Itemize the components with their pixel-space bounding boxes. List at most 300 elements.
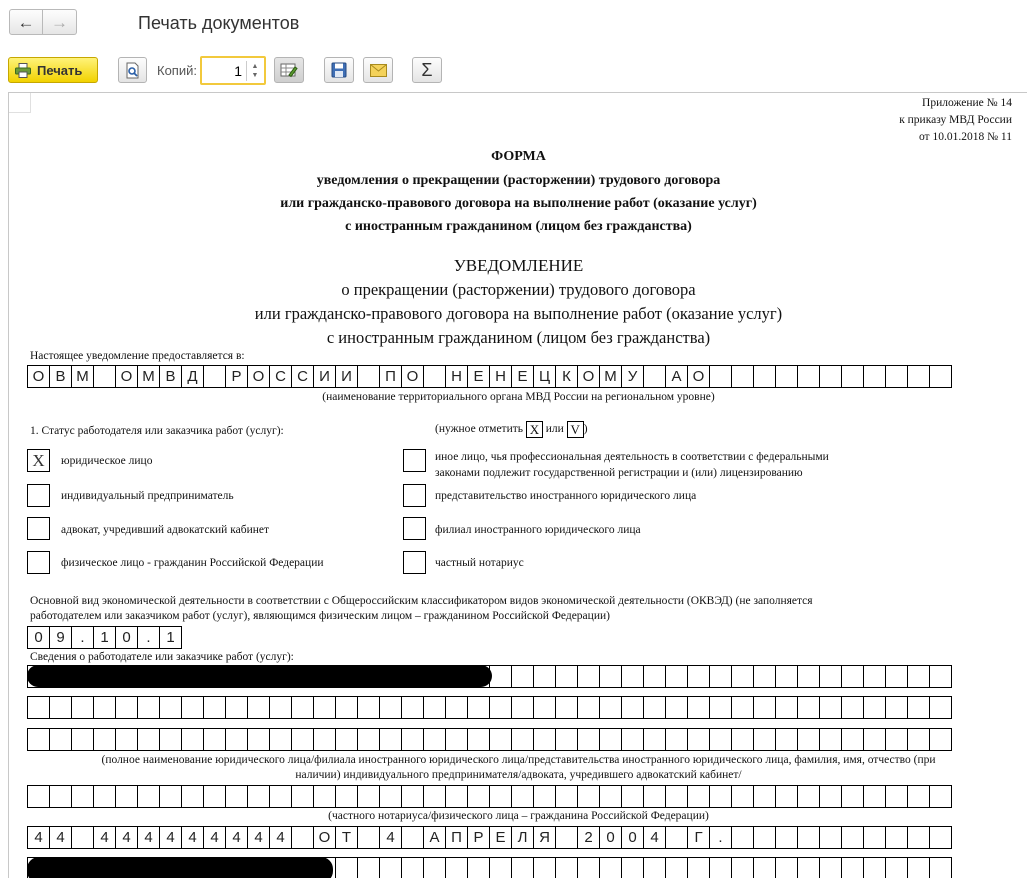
form-cell — [292, 729, 314, 751]
form-cell — [402, 827, 424, 849]
form-cell — [754, 786, 776, 808]
form-cell — [94, 697, 116, 719]
form-title-4: с иностранным гражданином (лицом без гражданства) — [345, 219, 692, 234]
form-cell — [908, 697, 930, 719]
form-cell — [468, 858, 490, 878]
form-cell — [72, 697, 94, 719]
form-cell — [600, 786, 622, 808]
form-cell: С — [292, 366, 314, 388]
status-checkbox-representative-office[interactable] — [403, 484, 426, 507]
form-cell — [666, 666, 688, 688]
form-cell — [776, 858, 798, 878]
form-cell — [490, 666, 512, 688]
form-cell — [864, 366, 886, 388]
form-cell: А — [666, 366, 688, 388]
status-label-representative-office: представительство иностранного юридического лица — [435, 490, 697, 502]
form-cell — [776, 366, 798, 388]
form-cell: . — [138, 627, 160, 649]
form-cell — [424, 366, 446, 388]
form-cell — [534, 697, 556, 719]
form-cell — [28, 786, 50, 808]
form-cell — [28, 697, 50, 719]
envelope-icon — [370, 64, 387, 77]
form-cell — [402, 729, 424, 751]
status-label-other-licensed-2: законами подлежит государственной регистрации и (или) лицензированию — [435, 467, 803, 479]
form-cell — [314, 786, 336, 808]
status-checkbox-branch[interactable] — [403, 517, 426, 540]
form-cell — [226, 729, 248, 751]
form-cell — [732, 729, 754, 751]
form-cell: . — [72, 627, 94, 649]
form-cell — [248, 786, 270, 808]
form-cell: 2 — [578, 827, 600, 849]
status-label: 1. Статус работодателя или заказчика работ (услуг): — [30, 425, 284, 437]
form-cell — [556, 786, 578, 808]
arrow-left-icon: ← — [17, 12, 35, 32]
form-cell — [600, 666, 622, 688]
annex-line-2: к приказу МВД России — [899, 114, 1012, 126]
form-cell: 4 — [50, 827, 72, 849]
status-checkbox-notary[interactable] — [403, 551, 426, 574]
form-cell — [314, 729, 336, 751]
form-cell: 4 — [94, 827, 116, 849]
copies-field — [200, 56, 266, 85]
form-cell — [72, 729, 94, 751]
form-cell: П — [446, 827, 468, 849]
form-cell — [358, 697, 380, 719]
form-cell: . — [710, 827, 732, 849]
form-cell — [864, 666, 886, 688]
preview-button[interactable] — [118, 57, 147, 83]
status-checkbox-other-licensed[interactable] — [403, 449, 426, 472]
form-title-1: ФОРМА — [491, 149, 546, 164]
form-cell — [28, 729, 50, 751]
arrow-right-icon: → — [51, 12, 68, 32]
form-cell: С — [270, 366, 292, 388]
form-cell — [864, 786, 886, 808]
employer-caption-1: (полное наименование юридического лица/филиала иностранного юридического лица/представительства иностранного юридического лица, фамилия, имя, отчество (при — [101, 754, 936, 766]
form-cell — [336, 697, 358, 719]
form-cell — [622, 697, 644, 719]
okved-cells — [27, 626, 182, 649]
form-cell — [930, 786, 952, 808]
status-label-notary: частный нотариус — [435, 557, 524, 569]
form-cell — [644, 666, 666, 688]
form-cell: 4 — [204, 827, 226, 849]
form-cell — [578, 666, 600, 688]
sum-button[interactable] — [412, 57, 442, 83]
form-cell — [622, 729, 644, 751]
employer-caption-2: наличии) индивидуального предпринимателя/адвоката, учредившего адвокатский кабинет/ — [295, 769, 742, 781]
form-cell — [138, 786, 160, 808]
status-label-legal-entity: юридическое лицо — [61, 455, 153, 467]
status-checkbox-entrepreneur[interactable] — [27, 484, 50, 507]
form-cell — [798, 729, 820, 751]
print-button-label: Печать — [37, 62, 83, 78]
send-email-button[interactable] — [363, 57, 393, 83]
form-cell: 4 — [182, 827, 204, 849]
form-cell: О — [402, 366, 424, 388]
notice-title-4: с иностранным гражданином (лицом без гражданства) — [326, 328, 711, 347]
form-cell — [622, 666, 644, 688]
form-cell — [160, 729, 182, 751]
form-cell — [754, 827, 776, 849]
form-cell — [908, 827, 930, 849]
form-cell: Т — [336, 827, 358, 849]
registration-cells — [27, 826, 952, 849]
form-cell — [160, 786, 182, 808]
form-cell — [182, 729, 204, 751]
form-cell — [930, 858, 952, 878]
form-cell — [556, 697, 578, 719]
form-cell: О — [248, 366, 270, 388]
form-cell — [292, 697, 314, 719]
form-cell — [864, 827, 886, 849]
form-cell — [644, 366, 666, 388]
form-cell — [644, 729, 666, 751]
edit-table-icon — [280, 62, 298, 78]
form-cell — [732, 827, 754, 849]
printer-icon — [15, 63, 31, 78]
form-cell: 1 — [94, 627, 116, 649]
form-cell: 1 — [160, 627, 182, 649]
form-cell — [798, 697, 820, 719]
form-cell — [754, 666, 776, 688]
form-title-3: или гражданско-правового договора на выполнение работ (оказание услуг) — [280, 196, 757, 211]
okved-label-2: работодателем или заказчиком работ (услуг), являющимся физическим лицом – гражданином Российской Федерации) — [30, 610, 610, 622]
form-cell — [358, 786, 380, 808]
form-cell — [72, 827, 94, 849]
form-cell: М — [600, 366, 622, 388]
employer-caption-3: (частного нотариуса/физического лица – гражданина Российской Федерации) — [328, 810, 709, 822]
form-cell: В — [50, 366, 72, 388]
form-cell — [402, 697, 424, 719]
print-button[interactable] — [8, 57, 98, 83]
form-cell — [842, 666, 864, 688]
form-cell — [336, 786, 358, 808]
form-cell — [908, 786, 930, 808]
form-cell — [666, 729, 688, 751]
form-cell — [798, 827, 820, 849]
employer-label: Сведения о работодателе или заказчике работ (услуг): — [30, 651, 294, 663]
form-cell — [336, 729, 358, 751]
form-cell — [534, 729, 556, 751]
form-cell — [248, 729, 270, 751]
form-cell — [820, 729, 842, 751]
okved-label-1: Основной вид экономической деятельности в соответствии с Общероссийским классификатором видов экономической деятельности (ОКВЭД) (не заполняется — [30, 595, 813, 607]
form-cell — [908, 858, 930, 878]
form-cell — [424, 858, 446, 878]
form-cell: Ц — [534, 366, 556, 388]
form-cell: Н — [490, 366, 512, 388]
form-cell — [710, 858, 732, 878]
form-cell — [600, 729, 622, 751]
form-cell: 4 — [226, 827, 248, 849]
form-cell — [534, 858, 556, 878]
form-cell — [446, 786, 468, 808]
form-cell — [94, 729, 116, 751]
employer-row-4 — [27, 785, 952, 808]
form-cell: Р — [468, 827, 490, 849]
form-cell — [138, 697, 160, 719]
form-cell — [666, 827, 688, 849]
form-cell — [930, 666, 952, 688]
mark-hint-prefix: (нужное отметить — [435, 423, 524, 436]
form-cell: Я — [534, 827, 556, 849]
authority-caption: (наименование территориального органа МВД России на региональном уровне) — [322, 391, 715, 403]
form-cell: Е — [512, 366, 534, 388]
form-cell — [578, 858, 600, 878]
form-cell — [358, 729, 380, 751]
form-cell — [886, 786, 908, 808]
form-cell — [776, 827, 798, 849]
form-cell — [182, 786, 204, 808]
page-corner — [9, 93, 31, 113]
status-checkbox-individual[interactable] — [27, 551, 50, 574]
form-cell — [138, 729, 160, 751]
mark-hint-suffix: ) — [583, 423, 588, 436]
form-cell — [116, 729, 138, 751]
form-cell — [204, 366, 226, 388]
form-cell — [556, 858, 578, 878]
form-cell: 4 — [28, 827, 50, 849]
form-cell — [776, 697, 798, 719]
form-cell: Е — [468, 366, 490, 388]
form-cell — [556, 666, 578, 688]
redaction-bar — [27, 857, 333, 878]
form-cell — [512, 786, 534, 808]
status-checkbox-lawyer[interactable] — [27, 517, 50, 540]
copies-input[interactable] — [224, 62, 242, 80]
form-cell — [600, 858, 622, 878]
form-cell — [820, 858, 842, 878]
form-cell — [732, 786, 754, 808]
form-cell: Г — [688, 827, 710, 849]
notice-title-2: о прекращении (расторжении) трудового договора — [341, 280, 696, 299]
form-cell — [842, 786, 864, 808]
form-cell — [688, 697, 710, 719]
form-cell — [798, 666, 820, 688]
form-cell — [358, 827, 380, 849]
form-cell — [864, 729, 886, 751]
form-cell: И — [314, 366, 336, 388]
spin-down-icon[interactable]: ▼ — [251, 72, 259, 79]
form-cell — [578, 697, 600, 719]
form-cell — [930, 366, 952, 388]
form-cell — [776, 666, 798, 688]
provided-to-label: Настоящее уведомление предоставляется в: — [30, 350, 245, 362]
form-cell — [886, 858, 908, 878]
annex-line-1: Приложение № 14 — [922, 97, 1012, 109]
form-cell — [842, 827, 864, 849]
form-cell: К — [556, 366, 578, 388]
form-cell — [886, 666, 908, 688]
form-cell — [930, 827, 952, 849]
window-title: Печать документов — [138, 13, 300, 33]
form-cell — [490, 858, 512, 878]
form-cell — [732, 366, 754, 388]
form-cell — [886, 827, 908, 849]
form-cell: 4 — [138, 827, 160, 849]
form-cell: В — [160, 366, 182, 388]
edit-mode-button[interactable] — [274, 57, 304, 83]
status-checkbox-legal-entity[interactable]: X — [27, 449, 50, 472]
mark-sample-x: X — [526, 421, 543, 438]
form-cell — [446, 697, 468, 719]
form-cell — [908, 729, 930, 751]
form-cell — [622, 786, 644, 808]
form-cell — [776, 729, 798, 751]
form-title-2: уведомления о прекращении (расторжении) трудового договора — [316, 173, 721, 188]
form-cell: 4 — [116, 827, 138, 849]
form-cell: Р — [226, 366, 248, 388]
form-cell — [556, 729, 578, 751]
form-cell — [512, 697, 534, 719]
form-cell: А — [424, 827, 446, 849]
form-cell — [908, 666, 930, 688]
form-cell — [490, 786, 512, 808]
form-cell — [380, 729, 402, 751]
form-cell — [842, 858, 864, 878]
form-cell — [776, 786, 798, 808]
sigma-icon: Σ — [421, 59, 433, 80]
form-cell — [270, 786, 292, 808]
form-cell — [820, 786, 842, 808]
form-cell — [798, 366, 820, 388]
form-cell: 0 — [600, 827, 622, 849]
form-cell — [710, 729, 732, 751]
form-cell — [710, 666, 732, 688]
redaction-bar — [27, 665, 492, 687]
form-cell: О — [28, 366, 50, 388]
form-cell — [688, 858, 710, 878]
form-cell — [688, 666, 710, 688]
copies-stepper[interactable] — [246, 61, 263, 81]
form-cell — [424, 729, 446, 751]
mark-sample-v: V — [567, 421, 584, 438]
form-cell: О — [116, 366, 138, 388]
form-cell — [490, 729, 512, 751]
status-label-branch: филиал иностранного юридического лица — [435, 524, 641, 536]
form-cell: 4 — [644, 827, 666, 849]
form-cell — [94, 366, 116, 388]
form-cell — [512, 729, 534, 751]
form-cell — [688, 786, 710, 808]
status-label-entrepreneur: индивидуальный предприниматель — [61, 490, 234, 502]
form-cell — [336, 858, 358, 878]
form-cell: О — [578, 366, 600, 388]
form-cell — [380, 858, 402, 878]
form-cell — [842, 729, 864, 751]
form-cell — [842, 366, 864, 388]
form-cell — [666, 786, 688, 808]
form-cell — [72, 786, 94, 808]
form-cell — [402, 786, 424, 808]
form-cell — [644, 858, 666, 878]
form-cell — [710, 366, 732, 388]
form-cell — [578, 786, 600, 808]
form-cell — [886, 697, 908, 719]
form-cell — [930, 729, 952, 751]
form-cell — [226, 697, 248, 719]
form-cell: 0 — [28, 627, 50, 649]
form-cell — [820, 827, 842, 849]
form-cell: 4 — [380, 827, 402, 849]
form-cell — [94, 786, 116, 808]
form-cell — [512, 666, 534, 688]
form-cell — [930, 697, 952, 719]
form-cell — [754, 858, 776, 878]
form-cell — [358, 858, 380, 878]
form-cell: М — [138, 366, 160, 388]
form-cell — [710, 786, 732, 808]
forward-button[interactable] — [43, 9, 77, 35]
form-cell — [864, 697, 886, 719]
copies-label: Копий: — [157, 63, 197, 78]
form-cell — [116, 786, 138, 808]
document-page — [8, 92, 1027, 878]
form-cell — [446, 858, 468, 878]
form-cell — [600, 697, 622, 719]
form-cell — [490, 697, 512, 719]
form-cell — [798, 786, 820, 808]
form-cell — [204, 729, 226, 751]
form-cell: Д — [182, 366, 204, 388]
form-cell — [204, 697, 226, 719]
form-cell — [644, 786, 666, 808]
form-cell — [908, 366, 930, 388]
status-label-lawyer: адвокат, учредивший адвокатский кабинет — [61, 524, 270, 536]
form-cell — [820, 697, 842, 719]
notice-title-3: или гражданско-правового договора на выполнение работ (оказание услуг) — [254, 304, 783, 323]
spin-up-icon[interactable]: ▲ — [251, 63, 259, 70]
form-cell — [468, 786, 490, 808]
form-cell — [666, 858, 688, 878]
form-cell: П — [380, 366, 402, 388]
form-cell — [754, 729, 776, 751]
form-cell — [622, 858, 644, 878]
form-cell: Н — [446, 366, 468, 388]
form-cell — [446, 729, 468, 751]
form-cell — [820, 666, 842, 688]
form-cell: 9 — [50, 627, 72, 649]
form-cell — [424, 786, 446, 808]
form-cell — [270, 697, 292, 719]
form-cell — [248, 697, 270, 719]
form-cell: 0 — [116, 627, 138, 649]
form-cell: М — [72, 366, 94, 388]
mark-hint-or: или — [545, 423, 564, 436]
form-cell — [292, 827, 314, 849]
status-label-individual: физическое лицо - гражданин Российской Федерации — [61, 557, 324, 569]
save-button[interactable] — [324, 57, 354, 83]
form-cell — [468, 697, 490, 719]
form-cell — [644, 697, 666, 719]
form-cell — [50, 729, 72, 751]
form-cell — [380, 697, 402, 719]
form-cell — [842, 697, 864, 719]
back-button[interactable] — [9, 9, 43, 35]
form-cell — [380, 786, 402, 808]
form-cell — [160, 697, 182, 719]
form-cell: 4 — [248, 827, 270, 849]
form-cell — [468, 729, 490, 751]
employer-row-3 — [27, 728, 952, 751]
form-cell — [578, 729, 600, 751]
form-cell — [358, 366, 380, 388]
status-label-other-licensed-1: иное лицо, чья профессиональная деятельность в соответствии с федеральными — [435, 451, 829, 463]
form-cell — [314, 697, 336, 719]
